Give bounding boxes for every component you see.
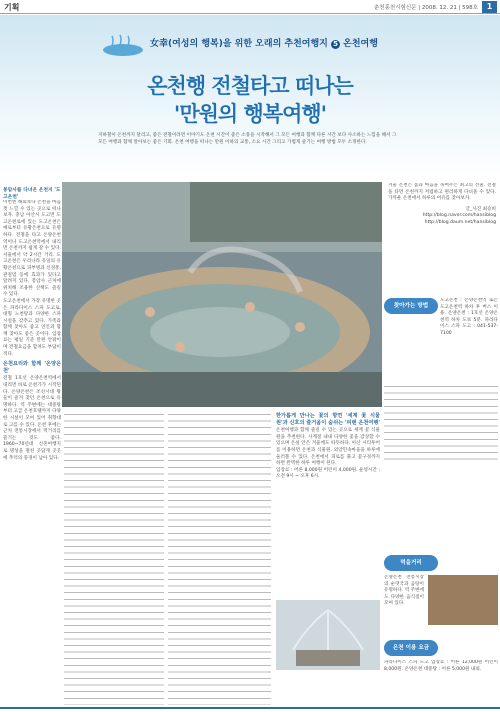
fountain-photo [276,600,380,670]
section-heading-dogo: 봉암사를 다녀온 온천지 '도고온천' [3,188,61,200]
author-credit: 글_사진 최승희 [465,206,496,212]
lead-paragraph: 지하철이 온천까지 달리고, 좋은 전철이라면 이야기도 온천 시간이 좋은 소풍을 시작해서 그 모든 여행과 함께 다른 시간 보다 사소하는 느낌을 해서 그 모든 여행과 함께 알아보는 좋은 기회. 온천 여행을 떠나는 만원 이하의 교통, 소요 시간 그리고 가볍게 즐기는 여행 방법 모두 소개한다. [98,133,397,145]
section-label: 기획 [4,3,20,12]
info-box-details [384,382,498,462]
info-box-title-directions: 찾아가는 방법 [384,298,438,314]
footer-rule [0,707,500,709]
page-number: 1 [482,1,497,13]
info-box-directions: 도고온천 : 온양온천역 또는 도고온천역 하차 후 버스 이용. 온양온천 : 1호선 온양온천역 하차 도보 5분. 파라다이스 스파 도고 : 041-537-7100 [440,298,498,336]
spa-logo-icon [100,34,146,58]
page-header [0,0,500,14]
article-banner [0,15,500,180]
info-box-title-fee: 온천 이용 요금 [384,640,438,656]
article-column-1: 이번엔 해외보다 온천을 마음껏 느낄 수 있는 곳으로 떠나보자. 충남 아산시 도고면 도고온천로에 있는 도고온천은 예로부터 유황온천으로 유명하다. 전철을 타고 온양온천역이나 도고온천역에서 내리면 온천까지 쉽게 갈 수 있다. 서울에서 약 2시간 거리. 도고온천은 우리나라 유일의 유황온천으로 피부병과 신경통, 관절염 등에 효과가 있다고 알려져 있다. 봉암사 근처에 위치해 조용한 산책도 즐길 수 있다. 도고온천에서 가장 유명한 곳은 파라다이스 스파 도고로, 대형 노천탕과 다양한 스파 시설을 갖추고 있다. 가족과 함께 찾아도 좋고 연인과 함께 찾아도 좋은 곳이다. 입장료는 평일 기준 만원 안팎이며 전철요금을 합쳐도 부담이 적다. 온천요리와 함께 '온양온천' 전철 1호선 온양온천역에서 내리면 바로 온천가가 시작된다. 온양온천은 조선시대 왕들이 즐겨 찾던 온천으로 유명하다. 역 주변에는 대중탕부터 고급 온천호텔까지 다양한 시설이 모여 있어 취향대로 고를 수 있다. 온천 후에는 근처 전통시장에서 먹거리를 즐기는 것도 좋다. 1960~70년대 신혼여행지로 명성을 떨친 곳답게 곳곳에 추억의 풍경이 남아 있다. [3,200,61,461]
info-box-food: 온양온천 전통시장의 순댓국과 곰탕이 유명하다. 역 주변에도 다양한 음식점이 모여 있다. [384,575,424,607]
section-heading-onyang: 온천요리와 함께 '온양온천' [3,361,61,374]
info-box-fee: 파라다이스 스파 도고 입장료 : 어른 12,000원 어린이 8,000원. 온양온천 대중탕 : 어른 5,000원 내외. [384,660,498,672]
headline-line-2: '만원의 행복여행' [173,101,327,126]
article-column-2 [64,410,164,705]
blog-link-1[interactable]: http://blog.naver.com/hansiblog [422,213,496,219]
info-box-title-food: 먹을거리 [384,555,438,571]
publication-info: 춘천홍천시험신문 | 2008. 12. 21 | 598호 [373,5,478,11]
blog-link-2[interactable]: http://blog.daum.net/hansiblog [424,219,496,225]
section-heading-flower-garden: 한가롭게 만나는 꽃의 향연 '세계 꽃 식물원'과 신호의 즐거움이 숨쉬는 '피렌 온천여행' [276,413,380,426]
food-photo [428,575,498,625]
article-column-4: 한가롭게 만나는 꽃의 향연 '세계 꽃 식물원'과 신호의 즐거움이 숨쉬는 '피렌 온천여행' 온천여행과 함께 즐길 수 있는 곳으로 세계 꽃 식물원을 추천한다. 사계절 내내 다양한 꽃을 감상할 수 있으며 온실 안은 겨울에도 따뜻하다. 아산 시티투어를 이용하면 온천과 식물원, 외암민속마을을 하루에 둘러볼 수 있다. 온천에서 피로를 풀고 꽃구경까지 하면 완벽한 하루 여행이 된다. 입장료 : 어른 8,000원 어린이 4,000원. 운영시간 : 오전 9시 ~ 오후 6시. [276,413,380,480]
series-number-badge: 5 [331,40,340,49]
right-intro: 겨울 온천은 몸과 마음을 녹여주는 최고의 선물. 전철을 타면 온천까지 저렴하고 편리하게 다녀올 수 있다. 가까운 온천에서 하루의 여유를 찾아보자. 글_사진 최승희 http://blog.naver.com/hansiblog http://blog.daum.net/hansiblog [388,183,496,225]
headline-line-1: 온천행 전철타고 떠나는 [147,73,353,98]
fountain-illustration [276,600,380,670]
series-title: 女幸(여성의 행복)을 위한 오래의 추천여행지 5 온천여행 [150,39,378,49]
article-column-3 [168,410,271,705]
